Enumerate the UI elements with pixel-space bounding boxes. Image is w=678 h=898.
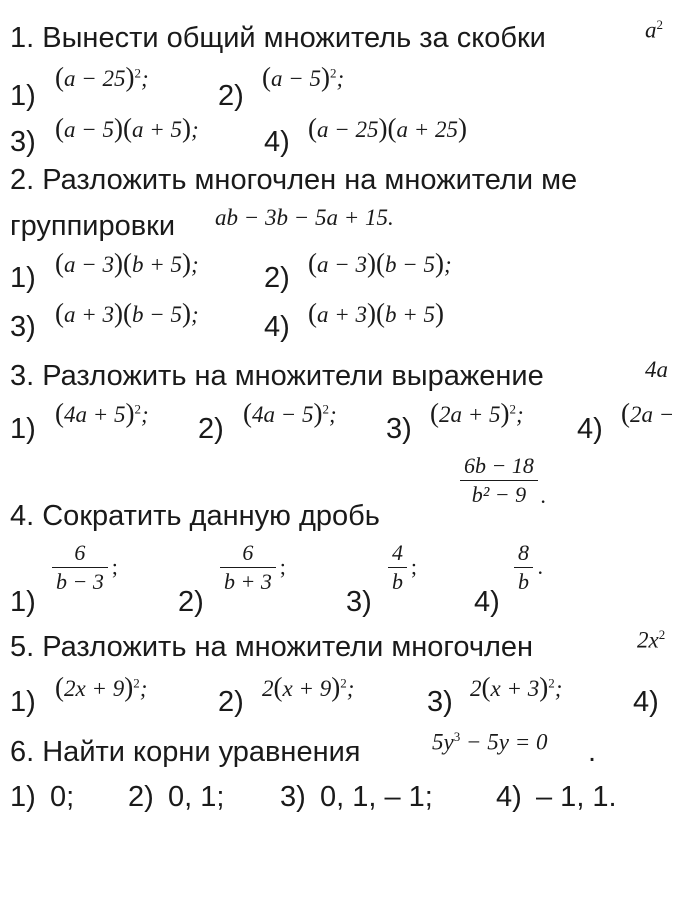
q2-label-line-1: 2. Разложить многочлен на множители ме (10, 164, 578, 196)
q4-fraction (460, 453, 546, 508)
q4-answer-3-number: 3) (346, 586, 372, 618)
q6-answer-2-text: 0, 1; (168, 781, 225, 813)
q4-answer-3-numerator: 4 (392, 540, 403, 565)
q6-answer-1-text: 0; (50, 781, 75, 813)
q3-answer-3-number: 3) (386, 413, 412, 445)
q3-answer-2-expression: $(4a - 5)^2$; (243, 398, 337, 428)
q5-answer-4-number: 4) (633, 686, 659, 718)
q4-answer-1-fraction (52, 540, 118, 594)
cropped-header-strip (0, 0, 678, 22)
q4-answer-2-numerator: 6 (242, 540, 254, 565)
q4-answer-2-fraction (220, 540, 286, 594)
q5-answer-1-number: 1) (10, 686, 36, 718)
q4-fraction-tail: . (540, 483, 546, 508)
q4-answer-1-number: 1) (10, 586, 36, 618)
q1-answer-4-number: 4) (264, 126, 290, 158)
q5-answer-3-number: 3) (427, 686, 453, 718)
q4-answer-4-fraction (514, 540, 543, 594)
q1-answer-2-number: 2) (218, 80, 244, 112)
q1-answer-4-expression: (a − 25)(a + 25) (308, 113, 468, 143)
q3-answer-1-expression: $(4a + 5)^2$; (55, 398, 149, 428)
q5-answer-2-expression: $2(x + 9)^2$; (262, 672, 355, 702)
q4-answer-1-tail: ; (111, 554, 118, 579)
q4-fraction-denominator: b² − 9 (460, 480, 538, 506)
q1-answer-1-expression: $(a - 25)^2$; (55, 62, 149, 92)
q4-answer-4-numerator: 8 (518, 540, 529, 565)
q2-answer-2-number: 2) (264, 262, 290, 294)
q6-label: 6. Найти корни уравнения (10, 736, 361, 768)
q6-answer-4-number: 4) (496, 781, 522, 813)
q1-answer-3-number: 3) (10, 126, 36, 158)
q3-label: 3. Разложить на множители выражение (10, 360, 544, 392)
q3-answer-4-expression: (2a − (621, 398, 675, 428)
q6-expression: $5y^3 - 5y = 0$ (432, 729, 548, 755)
q4-answer-3-tail: ; (410, 554, 417, 579)
q1-answer-2-expression: $(a - 5)^2$; (262, 62, 345, 92)
q5-answer-2-number: 2) (218, 686, 244, 718)
q6-answer-4-text: – 1, 1. (536, 781, 617, 813)
q4-answer-4-number: 4) (474, 586, 500, 618)
q5-answer-3-expression: $2(x + 3)^2$; (470, 672, 563, 702)
q6-answer-2-number: 2) (128, 781, 154, 813)
q4-answer-2-denominator: b + 3 (220, 567, 276, 593)
q3-answer-3-expression: $(2a + 5)^2$; (430, 398, 524, 428)
q4-label: 4. Сократить данную дробь (10, 500, 380, 532)
q2-answer-1-expression: (a − 3)(b + 5); (55, 248, 199, 278)
q2-answer-4-expression: (a + 3)(b + 5) (308, 298, 445, 328)
q4-answer-2-number: 2) (178, 586, 204, 618)
q6-tail: . (588, 736, 597, 768)
q4-answer-3-denominator: b (388, 567, 407, 593)
q3-answer-2-number: 2) (198, 413, 224, 445)
q4-answer-4-tail: . (537, 554, 543, 579)
q6-answer-3-number: 3) (280, 781, 306, 813)
q6-answer-3-text: 0, 1, – 1; (320, 781, 433, 813)
q2-answer-2-expression: (a − 3)(b − 5); (308, 248, 452, 278)
q2-expression: ab − 3b − 5a + 15. (215, 205, 394, 230)
q6-answer-1-number: 1) (10, 781, 36, 813)
q4-answer-2-tail: ; (279, 554, 286, 579)
q1-answer-1-number: 1) (10, 80, 36, 112)
q1-label: 1. Вынести общий множитель за скобки (10, 22, 546, 54)
q3-answer-4-number: 4) (577, 413, 603, 445)
q1-expression: $a^2$ (645, 17, 663, 43)
q5-expression: $2x^2$ (637, 627, 666, 653)
q4-answer-4-denominator: b (514, 567, 533, 593)
q4-answer-1-denominator: b − 3 (52, 567, 108, 593)
q2-answer-4-number: 4) (264, 311, 290, 343)
q4-answer-3-fraction (388, 540, 417, 594)
q2-answer-3-number: 3) (10, 311, 36, 343)
q2-answer-3-expression: (a + 3)(b − 5); (55, 298, 199, 328)
q2-answer-1-number: 1) (10, 262, 36, 294)
q3-expression: 4a (645, 357, 668, 382)
q5-label: 5. Разложить на множители многочлен (10, 631, 534, 663)
q4-fraction-numerator: 6b − 18 (464, 453, 534, 478)
q4-answer-1-numerator: 6 (74, 540, 86, 565)
q5-answer-1-expression: $(2x + 9)^2$; (55, 672, 148, 702)
q3-answer-1-number: 1) (10, 413, 36, 445)
q2-label-line-2: группировки (10, 210, 176, 242)
q1-answer-3-expression: (a − 5)(a + 5); (55, 113, 199, 143)
